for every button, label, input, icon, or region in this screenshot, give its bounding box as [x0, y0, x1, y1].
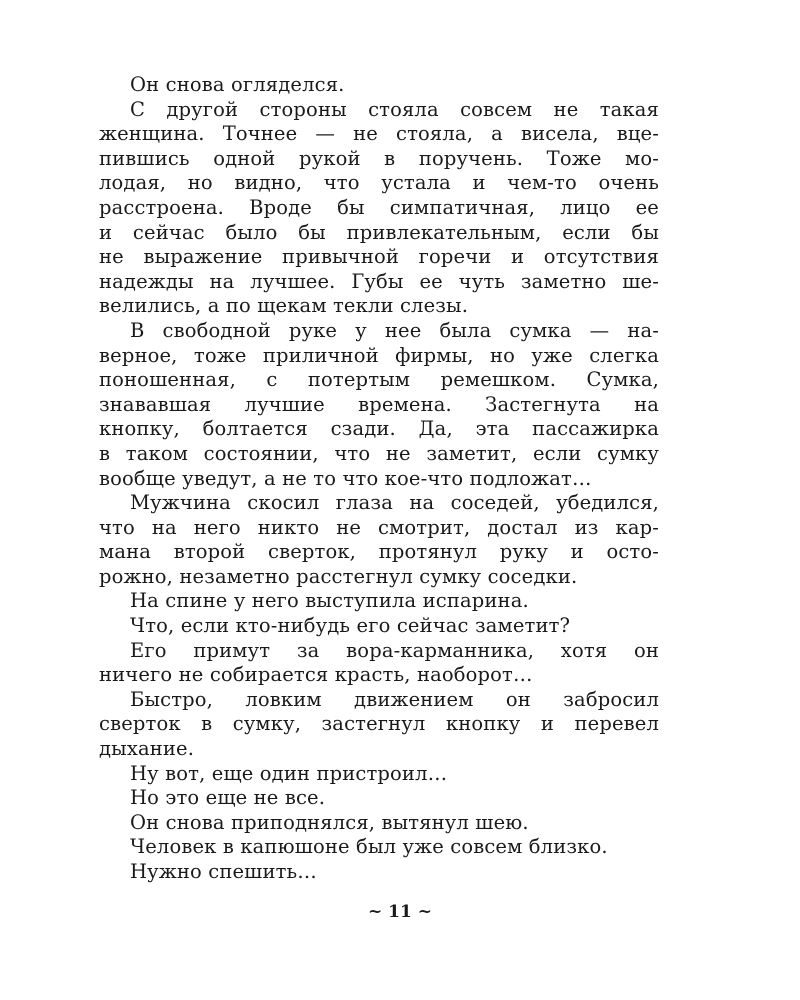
text-line: ничего не собирается красть, наоборот… — [99, 663, 533, 687]
paragraph — [99, 835, 659, 860]
paragraph — [99, 762, 659, 787]
text-line: велились, а по щекам текли слезы. — [99, 294, 469, 318]
text-line: поношенная, с потертым ремешком. Сумка, — [99, 368, 659, 392]
text-line: рожно, незаметно расстегнул сумку соседки. — [99, 564, 578, 588]
text-line: знававшая лучшие времена. Застегнута на — [99, 392, 659, 416]
page-number: ~ 11 ~ — [368, 902, 432, 922]
text-line: В свободной руке у нее была сумка — на- — [130, 318, 659, 342]
text-line: Его примут за вора-карманника, хотя он — [130, 638, 659, 662]
text-line: Ну вот, еще один пристроил… — [130, 761, 448, 785]
text-line: сверток в сумку, застегнул кнопку и перевел — [99, 712, 659, 736]
paragraph — [99, 811, 659, 836]
paragraph — [99, 860, 659, 885]
text-line: На спине у него выступила испарина. — [130, 589, 529, 613]
paragraph — [99, 589, 659, 614]
text-line: верное, тоже приличной фирмы, но уже слегка — [99, 343, 659, 367]
paragraph — [99, 491, 659, 589]
text-line: и сейчас было бы привлекательным, если бы — [99, 220, 659, 244]
text-line: что на него никто не смотрит, достал из кар- — [99, 515, 659, 539]
text-line: Что, если кто-нибудь его сейчас заметит? — [130, 614, 571, 638]
text-line: дыхание. — [99, 737, 195, 761]
text-line: женщина. Точнее — не стояла, а висела, вце- — [99, 122, 659, 146]
text-line: Мужчина скосил глаза на соседей, убедился, — [130, 491, 659, 515]
paragraph — [99, 319, 659, 491]
text-line: надежды на лучшее. Губы ее чуть заметно ше- — [99, 269, 659, 293]
text-line: Он снова огляделся. — [130, 73, 345, 96]
paragraph — [99, 98, 659, 319]
text-line: лодая, но видно, что устала и чем-то очень — [99, 171, 659, 195]
paragraph — [99, 786, 659, 811]
text-line: Человек в капюшоне был уже совсем близко. — [130, 835, 608, 859]
text-line: вообще уведут, а не то что кое-что подложат… — [99, 466, 592, 490]
paragraph — [99, 614, 659, 639]
text-line: Нужно спешить… — [130, 860, 317, 883]
body-text — [99, 73, 659, 885]
text-line: расстроена. Вроде бы симпатичная, лицо ее — [99, 195, 659, 219]
text-line: Но это еще не все. — [130, 786, 326, 810]
text-line: С другой стороны стояла совсем не такая — [130, 97, 659, 121]
text-line: в таком состоянии, что не заметит, если сумку — [99, 441, 659, 465]
paragraph — [99, 639, 659, 688]
text-line: Он снова приподнялся, вытянул шею. — [130, 810, 529, 834]
text-line: Быстро, ловким движением он забросил — [130, 687, 659, 711]
paragraph — [99, 73, 659, 98]
text-line: не выражение привычной горечи и отсутствия — [99, 245, 659, 269]
paragraph — [99, 688, 659, 762]
text-line: мана второй сверток, протянул руку и осто- — [99, 540, 659, 564]
text-line: кнопку, болтается сзади. Да, эта пассажирка — [99, 417, 659, 441]
text-line: пившись одной рукой в поручень. Тоже мо- — [99, 146, 659, 170]
